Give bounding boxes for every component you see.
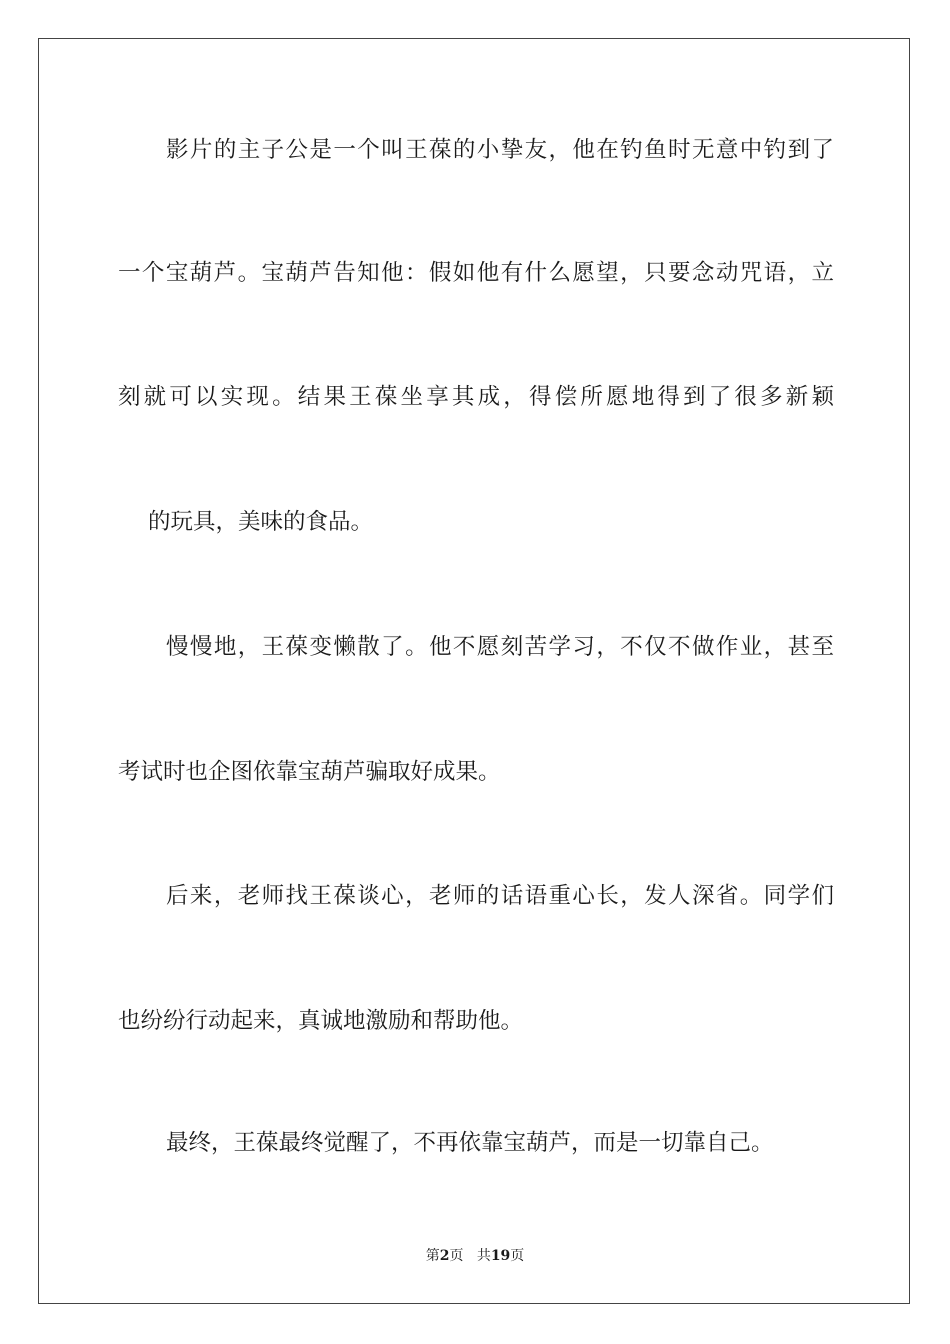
page-prefix: 第 xyxy=(425,1248,440,1264)
page-footer xyxy=(0,1246,950,1266)
paragraph-1-line-1: 影片的主子公是一个叫王葆的小挚友，他在钓鱼时无意中钓到了 xyxy=(166,137,834,163)
paragraph-1-line-3: 刻就可以实现。结果王葆坐享其成，得偿所愿地得到了很多新颖 xyxy=(118,384,834,410)
paragraph-1-line-2: 一个宝葫芦。宝葫芦告知他：假如他有什么愿望，只要念动咒语，立 xyxy=(118,260,834,286)
page-suffix: 页 xyxy=(449,1248,464,1264)
total-prefix: 共 xyxy=(476,1248,491,1264)
page-number: 2 xyxy=(439,1248,450,1264)
page-border xyxy=(38,38,910,1304)
paragraph-1-line-4: 的玩具，美味的食品。 xyxy=(148,509,374,535)
paragraph-3-line-2: 也纷纷行动起来，真诚地激励和帮助他。 xyxy=(118,1008,524,1034)
paragraph-2-line-1: 慢慢地，王葆变懒散了。他不愿刻苦学习，不仅不做作业，甚至 xyxy=(166,634,834,660)
paragraph-2-line-2: 考试时也企图依靠宝葫芦骗取好成果。 xyxy=(118,759,501,785)
paragraph-3-line-1: 后来，老师找王葆谈心，老师的话语重心长，发人深省。同学们 xyxy=(166,883,834,909)
total-suffix: 页 xyxy=(510,1248,525,1264)
total-pages: 19 xyxy=(490,1248,511,1264)
paragraph-4-line-1: 最终，王葆最终觉醒了，不再依靠宝葫芦，而是一切靠自己。 xyxy=(166,1130,774,1156)
